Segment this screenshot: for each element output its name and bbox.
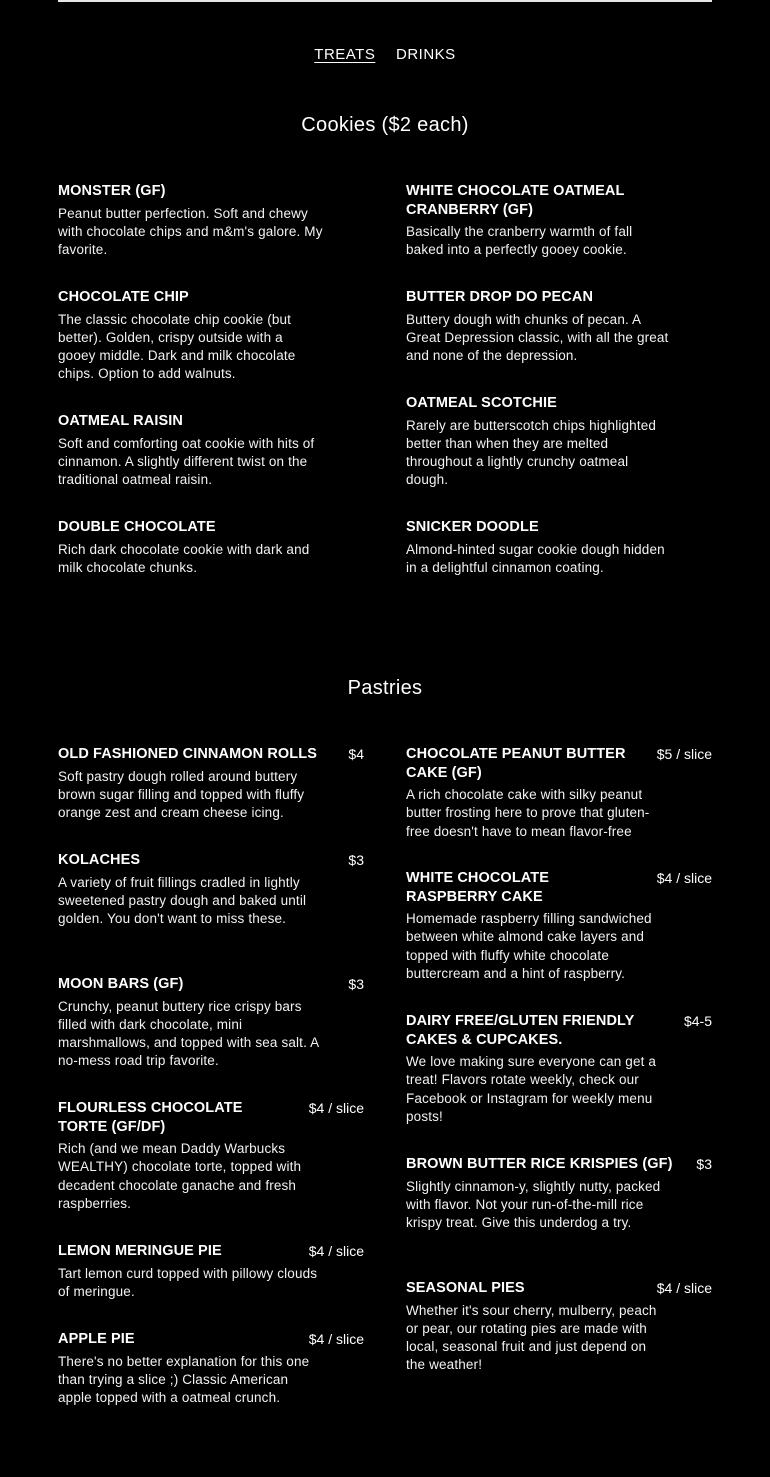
item-description: Peanut butter perfection. Soft and chewy with chocolate chips and m&m's galore. My favorite.	[58, 205, 323, 258]
item-name: CHOCOLATE CHIP	[58, 289, 189, 305]
item-name: FLOURLESS CHOCOLATE TORTE (GF/DF)	[58, 1100, 243, 1135]
menu-item	[406, 394, 712, 490]
item-price: $3	[696, 1156, 712, 1172]
tab-drinks[interactable]: DRINKS	[396, 46, 456, 63]
item-description: The classic chocolate chip cookie (but better). Golden, crispy outside with a gooey middle. Dark and milk chocolate chips. Option to add walnuts.	[58, 311, 296, 382]
item-description: Whether it's sour cherry, mulberry, peach or pear, our rotating pies are made with local, seasonal fruit and just depend on the weather!	[406, 1302, 657, 1373]
item-name: OLD FASHIONED CINNAMON ROLLS	[58, 746, 317, 762]
item-price: $4 / slice	[656, 1280, 712, 1296]
item-name: LEMON MERINGUE PIE	[58, 1243, 222, 1259]
item-price: $5 / slice	[656, 746, 712, 762]
item-description: Slightly cinnamon-y, slightly nutty, packed with flavor. Not your run-of-the-mill rice krispy treat. Give this underdog a try.	[406, 1178, 661, 1231]
item-description: Homemade raspberry filling sandwiched between white almond cake layers and topped with fluffy white chocolate buttercream and a hint of raspberry.	[406, 911, 652, 981]
menu-item	[406, 518, 712, 577]
item-description: Rich (and we mean Daddy Warbucks WEALTHY) chocolate torte, topped with decadent chocolate ganache and fresh raspberries.	[58, 1141, 302, 1211]
tab-treats[interactable]: TREATS	[314, 46, 376, 63]
menu-item	[406, 182, 712, 260]
menu-item	[406, 1279, 712, 1375]
item-name: MOON BARS (GF)	[58, 976, 184, 992]
menu-item	[58, 1242, 364, 1301]
item-price: $4 / slice	[308, 1100, 364, 1116]
menu-item	[58, 518, 364, 577]
menu-item	[58, 1330, 364, 1407]
item-description: Crunchy, peanut buttery rice crispy bars filled with dark chocolate, mini marshmallows, and topped with sea salt. A no-mess road trip favorite.	[58, 998, 319, 1069]
item-name: DAIRY FREE/GLUTEN FRIENDLY CAKES & CUPCAKES.	[406, 1013, 635, 1048]
menu-item	[406, 869, 712, 983]
item-price: $3	[348, 976, 364, 992]
menu-item	[58, 745, 364, 822]
item-name: APPLE PIE	[58, 1331, 135, 1347]
item-name: DOUBLE CHOCOLATE	[58, 519, 216, 535]
item-description: A rich chocolate cake with silky peanut butter frosting here to prove that gluten-free doesn't have to mean flavor-free	[406, 787, 650, 839]
item-description: Tart lemon curd topped with pillowy clouds of meringue.	[58, 1265, 318, 1299]
item-description: Soft and comforting oat cookie with hits of cinnamon. A slightly different twist on the traditional oatmeal raisin.	[58, 435, 315, 488]
item-price: $4 / slice	[656, 870, 712, 886]
cookies-section-title: Cookies ($2 each)	[301, 114, 469, 136]
item-description: Soft pastry dough rolled around buttery brown sugar filling and topped with fluffy orange zest and cream cheese icing.	[58, 768, 305, 821]
item-price: $4	[348, 746, 364, 762]
item-description: Basically the cranberry warmth of fall baked into a perfectly gooey cookie.	[406, 224, 633, 258]
top-divider	[58, 0, 712, 2]
menu-item	[58, 412, 364, 489]
item-description: We love making sure everyone can get a treat! Flavors rotate weekly, check our Facebook or Instagram for weekly menu posts!	[406, 1054, 657, 1124]
menu-item	[406, 1012, 712, 1126]
menu-item	[58, 851, 364, 928]
menu-tabs	[0, 46, 770, 63]
item-description: Buttery dough with chunks of pecan. A Great Depression classic, with all the great and none of the depression.	[406, 311, 669, 364]
item-name: WHITE CHOCOLATE OATMEAL CRANBERRY (GF)	[406, 183, 625, 218]
menu-item	[406, 745, 712, 841]
item-price: $4 / slice	[308, 1331, 364, 1347]
item-price: $4-5	[683, 1013, 712, 1029]
item-price: $3	[348, 852, 364, 868]
item-description: Almond-hinted sugar cookie dough hidden in a delightful cinnamon coating.	[406, 541, 665, 575]
item-name: SEASONAL PIES	[406, 1280, 525, 1296]
item-name: SNICKER DOODLE	[406, 519, 539, 535]
item-name: WHITE CHOCOLATE RASPBERRY CAKE	[406, 870, 549, 905]
item-name: CHOCOLATE PEANUT BUTTER CAKE (GF)	[406, 746, 626, 781]
item-name: OATMEAL SCOTCHIE	[406, 395, 557, 411]
menu-item	[58, 182, 364, 259]
item-description: Rarely are butterscotch chips highlighted better than when they are melted throughout a lightly crunchy oatmeal dough.	[406, 417, 657, 488]
menu-item	[58, 288, 364, 384]
item-description: Rich dark chocolate cookie with dark and milk chocolate chunks.	[58, 541, 310, 575]
menu-item	[406, 288, 712, 365]
item-description: A variety of fruit fillings cradled in lightly sweetened pastry dough and baked until golden. You don't want to miss these.	[58, 874, 307, 927]
item-price: $4 / slice	[308, 1243, 364, 1259]
menu-item	[406, 1155, 712, 1232]
item-name: KOLACHES	[58, 852, 141, 868]
item-name: OATMEAL RAISIN	[58, 413, 183, 429]
item-name: BROWN BUTTER RICE KRISPIES (GF)	[406, 1156, 673, 1172]
menu-item	[58, 975, 364, 1071]
item-name: BUTTER DROP DO PECAN	[406, 289, 594, 305]
menu-item	[58, 1099, 364, 1213]
item-description: There's no better explanation for this one than trying a slice ;) Classic American apple topped with a oatmeal crunch.	[58, 1353, 310, 1406]
pastries-section-title: Pastries	[347, 677, 423, 699]
item-name: MONSTER (GF)	[58, 183, 166, 199]
